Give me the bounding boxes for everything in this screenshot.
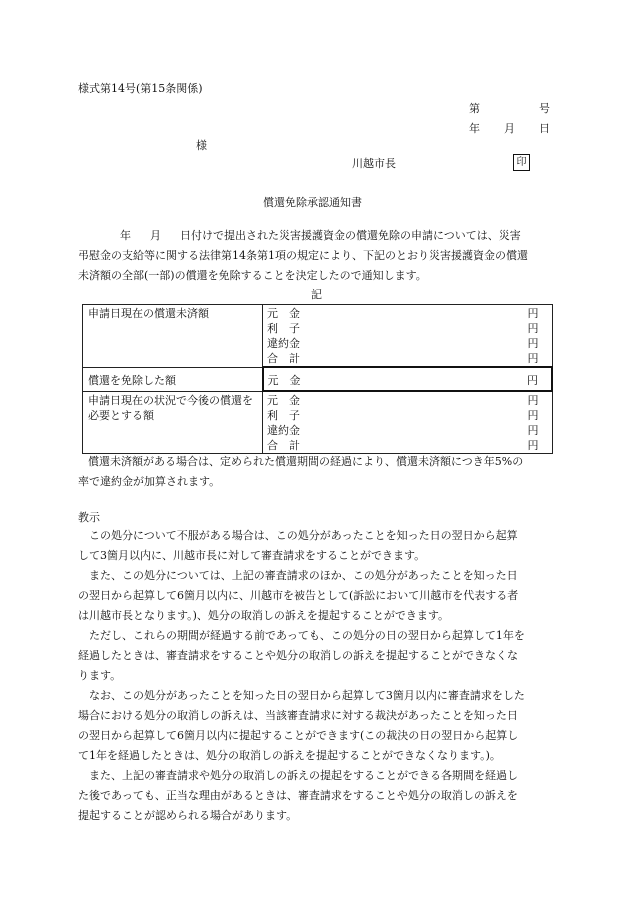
value-line: [267, 336, 552, 351]
value-line: [268, 373, 552, 388]
value-line: [267, 393, 552, 408]
item-label: 元 金: [267, 394, 300, 407]
record-table: [82, 304, 553, 454]
intro-line-2: 弔慰金の支給等に関する法律第14条第1項の規定により、下記のとおり災害援護資金の償還: [78, 249, 528, 262]
item-label: 利 子: [267, 409, 300, 422]
document-number-suffix: 号: [539, 102, 550, 115]
paragraph-line: の翌日から起算して6箇月以内に提起することができます(この裁決の日の翌日から起算し: [78, 729, 519, 742]
value-line: [267, 351, 552, 366]
table-row: [83, 305, 553, 368]
ki-heading: 記: [311, 288, 322, 301]
item-label: 元 金: [267, 307, 300, 320]
item-label: 違約金: [267, 424, 300, 437]
paragraph-line: た後であっても、正当な理由があるときは、審査請求をすることや処分の取消しの訴えを: [78, 789, 518, 802]
yen-unit: 円: [527, 394, 539, 407]
row-label: 償還を免除した額: [83, 367, 263, 391]
value-line: [267, 306, 552, 321]
intro-line-3: 未済額の全部(一部)の償還を免除することを決定したので通知します。: [78, 269, 427, 282]
item-label: 合 計: [267, 352, 300, 365]
row-values: [263, 367, 553, 391]
yen-unit: 円: [527, 409, 539, 422]
paragraph-line: この処分について不服がある場合は、この処分があったことを知った日の翌日から起算: [89, 529, 518, 542]
yen-unit: 円: [527, 322, 539, 335]
instruction-paragraph-2: [78, 566, 556, 626]
date-year-label: 年: [469, 122, 480, 135]
date-month-label: 月: [504, 122, 515, 135]
row-label: 申請日現在の状況で今後の償還を必要とする額: [83, 391, 263, 454]
paragraph-line: ります。: [78, 669, 122, 682]
note-line-1: 償還未済額がある場合は、定められた償還期間の経過により、償還未済額につき年5%の: [88, 455, 524, 468]
yen-unit: 円: [527, 307, 539, 320]
table-row: [83, 391, 553, 454]
form-number: 様式第14号(第15条関係): [78, 82, 203, 95]
instruction-paragraph-4: [78, 686, 556, 766]
yen-unit: 円: [527, 424, 539, 437]
sender-name: 川越市長: [352, 157, 396, 170]
instruction-paragraph-3: [78, 626, 556, 686]
paragraph-line: して3箇月以内に、川越市長に対して審査請求をすることができます。: [78, 549, 426, 562]
paragraph-line: また、上記の審査請求や処分の取消しの訴えの提起をすることができる各期間を経過し: [89, 769, 518, 782]
paragraph-line: なお、この処分があったことを知った日の翌日から起算して3箇月以内に審査請求をした: [89, 689, 525, 702]
paragraph-line: の翌日から起算して6箇月以内に、川越市を被告として(訴訟において川越市を代表する者: [78, 589, 519, 602]
item-label: 利 子: [267, 322, 300, 335]
paragraph-line: 提起することが認められる場合があります。: [78, 809, 298, 822]
value-line: [267, 423, 552, 438]
instruction-heading: 教示: [78, 511, 100, 524]
intro-line-1: 日付けで提出された災害援護資金の償還免除の申請については、災害: [180, 229, 521, 242]
paragraph-line: 経過したときは、審査請求をすることや処分の取消しの訴えを提起することができなくな: [78, 649, 518, 662]
table-row: [83, 367, 553, 391]
value-line: [267, 408, 552, 423]
item-label: 合 計: [267, 439, 300, 452]
yen-unit: 円: [527, 337, 539, 350]
paragraph-line: 場合における処分の取消しの訴えは、当該審査請求に対する裁決があったことを知った日: [78, 709, 518, 722]
paragraph-line: また、この処分については、上記の審査請求のほか、この処分があったことを知った日: [89, 569, 518, 582]
row-label: 申請日現在の償還未済額: [83, 305, 263, 368]
paragraph-line: ただし、これらの期間が経過する前であっても、この処分の日の翌日から起算して1年を: [89, 629, 525, 642]
instruction-paragraph-5: [78, 766, 556, 826]
intro-date-month: 月: [150, 229, 161, 242]
value-line: [267, 321, 552, 336]
seal-mark: 印: [513, 154, 530, 171]
value-line: [267, 438, 552, 453]
document-title: 償還免除承認通知書: [263, 196, 362, 209]
yen-unit: 円: [527, 352, 539, 365]
item-label: 元 金: [267, 374, 301, 387]
row-values: [263, 391, 553, 454]
yen-unit: 円: [527, 439, 539, 452]
row-values: [263, 305, 553, 368]
paragraph-line: は川越市長となります。)、処分の取消しの訴えを提起することができます。: [78, 609, 450, 622]
yen-unit: 円: [527, 374, 538, 387]
paragraph-line: て1年を経過したときは、処分の取消しの訴えを提起することができなくなります。)。: [78, 749, 501, 762]
instruction-paragraph-1: [78, 526, 556, 566]
addressee-suffix: 様: [196, 139, 207, 152]
item-label: 違約金: [267, 337, 300, 350]
intro-date-year: 年: [120, 229, 131, 242]
note-line-2: 率で違約金が加算されます。: [78, 475, 221, 488]
date-day-label: 日: [539, 122, 550, 135]
document-number-prefix: 第: [469, 102, 480, 115]
